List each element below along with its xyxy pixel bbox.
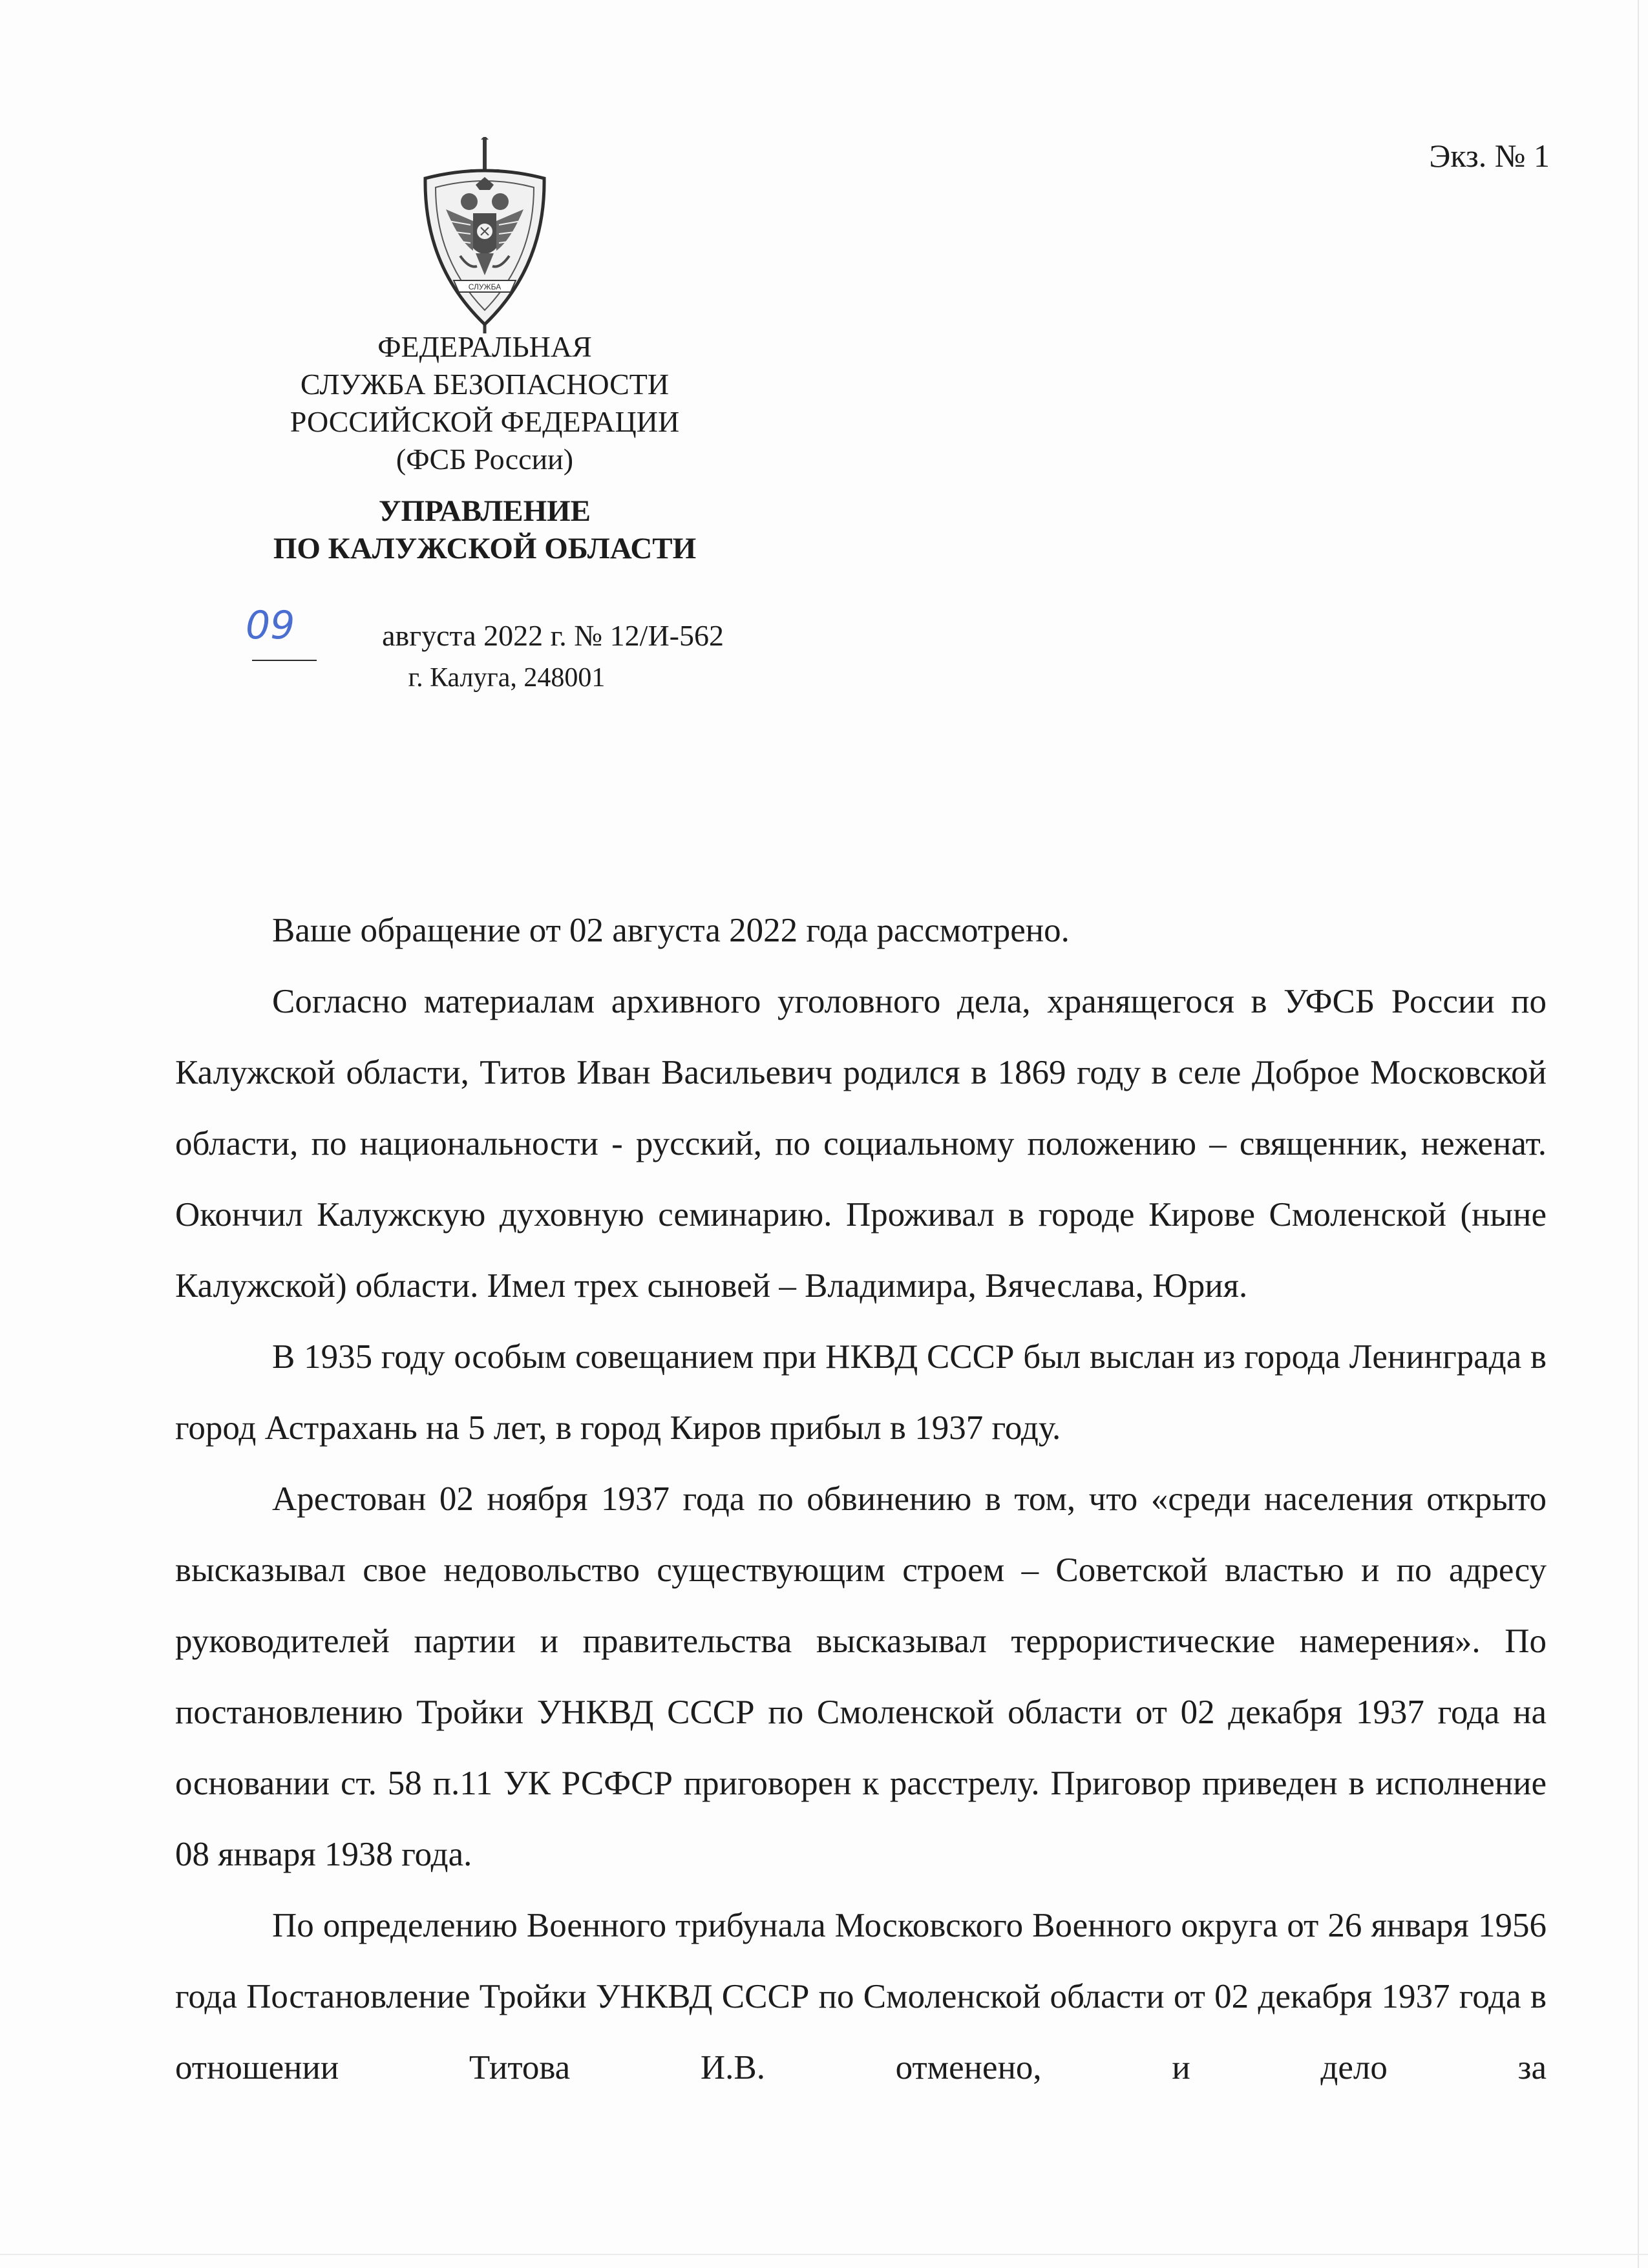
body-paragraph-4: Арестован 02 ноября 1937 года по обвинению в том, что «среди населения открыто высказывал свое недовольство существующим строем – Советской властью и по адресу руководителей партии и правительства высказывал террористические намерения». По постановлению Тройки УНКВД СССР по Смоленской области от 02 декабря 1937 года на основании ст. 58 п.11 УК РСФСР приговорен к расстрелу. Приговор приведен в исполнение 08 января 1938 года. bbox=[175, 1480, 1547, 1873]
body-paragraph-1: Ваше обращение от 02 августа 2022 года рассмотрено. bbox=[272, 912, 1070, 949]
body-paragraph-2: Согласно материалам архивного уголовного дела, хранящегося в УФСБ России по Калужской области, Титов Иван Васильевич родился в 1869 году в селе Доброе Московской области, по национальности - русский, по социальному положению – священник, неженат. Окончил Калужскую духовную семинарию. Проживал в городе Кирове Смоленской (ныне Калужской) области. Имел трех сыновей – Владимира, Вячеслава, Юрия. bbox=[175, 983, 1547, 1305]
org-abbreviation: (ФСБ России) bbox=[396, 443, 574, 476]
outgoing-date-number: августа 2022 г. № 12/И-562 bbox=[382, 619, 724, 652]
body-paragraph-3: В 1935 году особым совещанием при НКВД СССР был выслан из города Ленинграда в город Астрахань на 5 лет, в город Киров прибыл в 1937 году. bbox=[175, 1338, 1547, 1447]
fsb-emblem-icon bbox=[414, 137, 556, 336]
department-line-2: ПО КАЛУЖСКОЙ ОБЛАСТИ bbox=[273, 532, 697, 565]
sender-block bbox=[246, 328, 724, 567]
department-line-1: УПРАВЛЕНИЕ bbox=[378, 494, 591, 528]
handwritten-date-day: 09 bbox=[246, 603, 295, 648]
city-postcode: г. Калуга, 248001 bbox=[408, 663, 606, 693]
body-paragraph-5: По определению Военного трибунала Московского Военного округа от 26 января 1956 года Постановление Тройки УНКВД СССР по Смоленской области от 02 декабря 1937 года в отношении Титова И.В. отменено, и дело за bbox=[175, 1907, 1547, 2086]
org-line-2: СЛУЖБА БЕЗОПАСНОСТИ bbox=[300, 368, 670, 401]
org-line-3: РОССИЙСКОЙ ФЕДЕРАЦИИ bbox=[290, 405, 680, 438]
copy-number: Экз. № 1 bbox=[1429, 138, 1550, 174]
org-line-1: ФЕДЕРАЛЬНАЯ bbox=[377, 330, 592, 363]
letter-body bbox=[175, 895, 1547, 2103]
emblem-ribbon-text: СЛУЖБА bbox=[468, 282, 502, 291]
